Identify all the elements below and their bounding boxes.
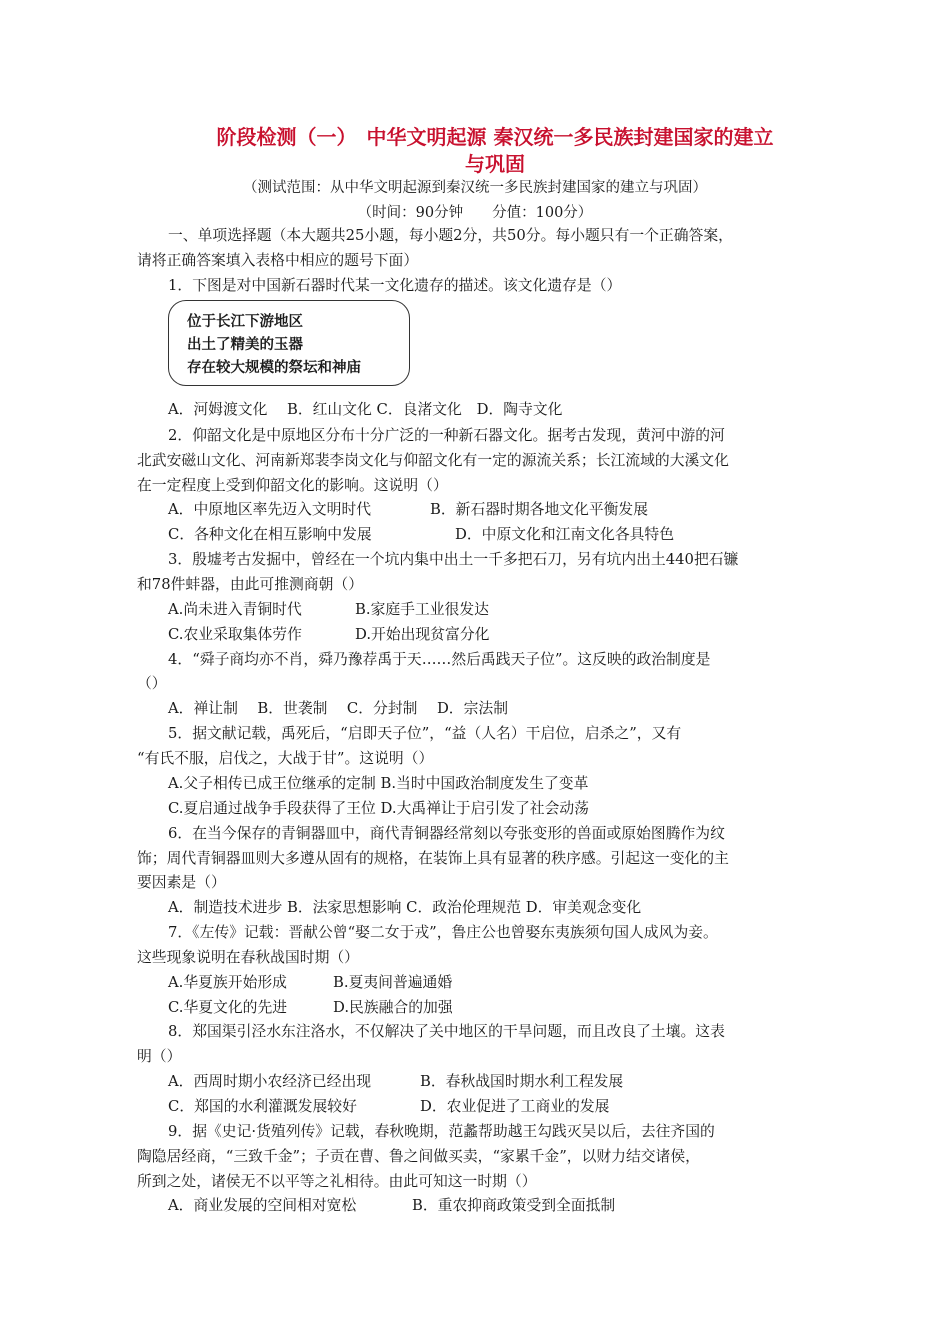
question-5-line-1: 5．据文献记载，禹死后，“启即天子位”，“益（人名）干启位，启杀之”，又有 — [168, 725, 682, 742]
title-line-1: 阶段检测（一） 中华文明起源 秦汉统一多民族封建国家的建立 — [216, 125, 774, 149]
question-9-option-a: A．商业发展的空间相对宽松 — [168, 1197, 357, 1214]
question-2-option-b: B．新石器时期各地文化平衡发展 — [430, 501, 649, 518]
question-7-option-d: D.民族融合的加强 — [333, 999, 453, 1016]
test-scope: （测试范围：从中华文明起源到秦汉统一多民族封建国家的建立与巩固） — [243, 180, 707, 196]
box-line-1: 位于长江下游地区 — [187, 313, 303, 330]
question-1-options: A．河姆渡文化 B．红山文化 C．良渚文化 D．陶寺文化 — [168, 401, 563, 418]
question-1-stem: 1．下图是对中国新石器时代某一文化遗存的描述。该文化遗存是（） — [168, 277, 622, 294]
question-6-options: A．制造技术进步 B．法家思想影响 C．政治伦理规范 D．审美观念变化 — [168, 899, 642, 916]
question-7-option-a: A.华夏族开始形成 — [168, 974, 287, 991]
question-3-option-c: C.农业采取集体劳作 — [168, 626, 302, 643]
question-7-line-1: 7．《左传》记载：晋献公曾“娶二女于戎”，鲁庄公也曾娶东夷族须句国人成风为妾。 — [168, 924, 718, 941]
question-3-line-1: 3．殷墟考古发掘中，曾经在一个坑内集中出土一千多把石刀，另有坑内出土440把石镰 — [168, 551, 739, 568]
question-2-line-2: 北武安磁山文化、河南新郑裴李岗文化与仰韶文化有一定的源流关系；长江流域的大溪文化 — [137, 452, 729, 469]
section-heading: 一、单项选择题（本大题共25小题，每小题2分，共50分。每小题只有一个正确答案， — [168, 227, 733, 244]
question-3-option-d: D.开始出现贫富分化 — [355, 626, 490, 643]
question-6-line-2: 饰；周代青铜器皿则大多遵从固有的规格，在装饰上具有显著的秩序感。引起这一变化的主 — [137, 850, 729, 867]
box-line-2: 出土了精美的玉器 — [187, 336, 303, 353]
time-and-score: （时间：90分钟 分值：100分） — [357, 205, 593, 221]
question-5-options-ab: A.父子相传已成王位继承的定制 B.当时中国政治制度发生了变革 — [168, 775, 589, 792]
question-1-description-box — [168, 300, 410, 386]
section-heading-cont: 请将正确答案填入表格中相应的题号下面） — [137, 252, 419, 269]
question-2-line-3: 在一定程度上受到仰韶文化的影响。这说明（） — [137, 477, 448, 494]
question-7-option-c: C.华夏文化的先进 — [168, 999, 288, 1016]
question-6-line-1: 6．在当今保存的青铜器皿中，商代青铜器经常刻以夸张变形的兽面或原始图腾作为纹 — [168, 825, 725, 842]
question-7-line-2: 这些现象说明在春秋战国时期（） — [137, 949, 359, 966]
question-4-line-1: 4．“舜子商均亦不肖，舜乃豫荐禹于天……然后禹践天子位”。这反映的政治制度是 — [168, 651, 711, 668]
question-4-options: A．禅让制 B．世袭制 C．分封制 D．宗法制 — [168, 700, 508, 717]
question-8-option-c: C．郑国的水利灌溉发展较好 — [168, 1098, 357, 1115]
question-3-option-b: B.家庭手工业很发达 — [355, 601, 489, 618]
question-2-option-a: A．中原地区率先迈入文明时代 — [168, 501, 372, 518]
box-line-3: 存在较大规模的祭坛和神庙 — [187, 359, 361, 376]
title-line-2: 与巩固 — [465, 152, 525, 176]
question-5-options-cd: C.夏启通过战争手段获得了王位 D.大禹禅让于启引发了社会动荡 — [168, 800, 589, 817]
question-3-line-2: 和78件蚌器，由此可推测商朝（） — [137, 576, 363, 593]
question-8-option-a: A．西周时期小农经济已经出现 — [168, 1073, 372, 1090]
question-6-line-3: 要因素是（） — [137, 874, 226, 891]
question-2-option-c: C．各种文化在相互影响中发展 — [168, 526, 372, 543]
question-2-option-d: D．中原文化和江南文化各具特色 — [455, 526, 675, 543]
question-2-line-1: 2．仰韶文化是中原地区分布十分广泛的一种新石器文化。据考古发现，黄河中游的河 — [168, 427, 725, 444]
question-9-line-1: 9．据《史记·货殖列传》记载，春秋晚期，范蠡帮助越王勾践灭吴以后，去往齐国的 — [168, 1123, 715, 1140]
question-8-line-2: 明（） — [137, 1048, 182, 1065]
question-9-line-2: 陶隐居经商，“三致千金”；子贡在曹、鲁之间做买卖，“家累千金”，以财力结交诸侯， — [137, 1148, 700, 1165]
question-8-option-b: B．春秋战国时期水利工程发展 — [420, 1073, 624, 1090]
question-7-option-b: B.夏夷间普遍通婚 — [333, 974, 453, 991]
question-9-option-b: B．重农抑商政策受到全面抵制 — [412, 1197, 616, 1214]
question-8-line-1: 8．郑国渠引泾水东注洛水，不仅解决了关中地区的干旱问题，而且改良了土壤。这表 — [168, 1023, 725, 1040]
question-3-option-a: A.尚未进入青铜时代 — [168, 601, 302, 618]
question-5-line-2: “有氏不服，启伐之，大战于甘”。这说明（） — [137, 750, 434, 767]
question-8-option-d: D．农业促进了工商业的发展 — [420, 1098, 610, 1115]
question-9-line-3: 所到之处，诸侯无不以平等之礼相待。由此可知这一时期（） — [137, 1173, 537, 1190]
page-title — [160, 124, 830, 178]
question-4-line-2: （） — [137, 675, 167, 692]
